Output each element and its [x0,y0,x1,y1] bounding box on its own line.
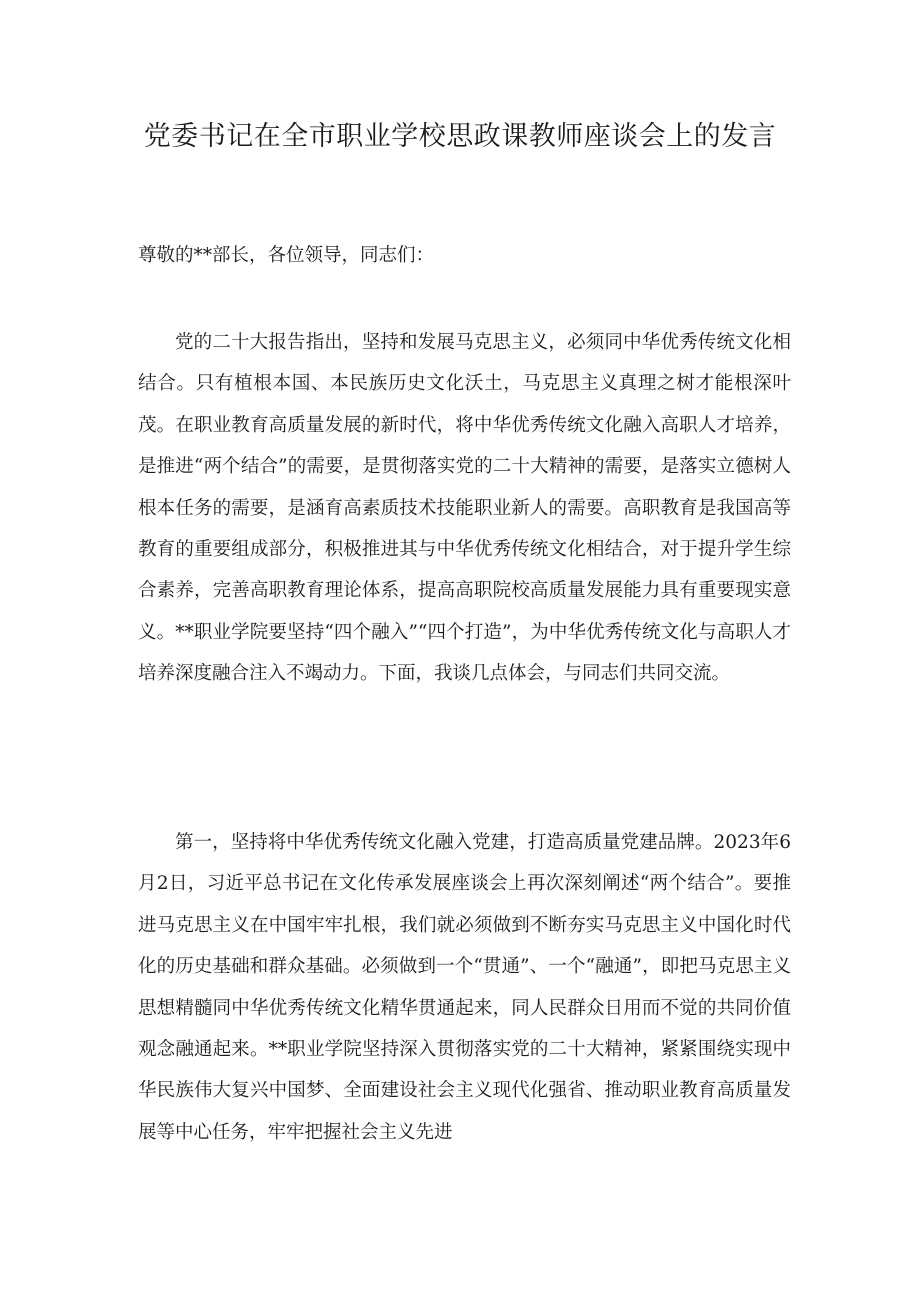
paragraph-2: 第一，坚持将中华优秀传统文化融入党建，打造高质量党建品牌。2023年6月2日，习近平总书记在文化传承发展座谈会上再次深刻阐述“两个结合”。要推进马克思主义在中国牢牢扎根，我们就必须做到不断夯实马克思主义中国化时代化的历史基础和群众基础。必须做到一个“贯通”、一个“融通”，即把马克思主义思想精髓同中华优秀传统文化精华贯通起来，同人民群众日用而不觉的共同价值观念融通起来。**职业学院坚持深入贯彻落实党的二十大精神，紧紧围绕实现中华民族伟大复兴中国梦、全面建设社会主义现代化强省、推动职业教育高质量发展等中心任务，牢牢把握社会主义先进 [138,832,791,1143]
document-title: 党委书记在全市职业学校思政课教师座谈会上的发言 [143,121,777,152]
salutation: 尊敬的**部长，各位领导，同志们： [138,245,435,266]
paragraph-1: 党的二十大报告指出，坚持和发展马克思主义，必须同中华优秀传统文化相结合。只有植根本国、本民族历史文化沃土，马克思主义真理之树才能根深叶茂。在职业教育高质量发展的新时代，将中华优秀传统文化融入高职人才培养，是推进“两个结合”的需要，是贯彻落实党的二十大精神的需要，是落实立德树人根本任务的需要，是涵育高素质技术技能职业新人的需要。高职教育是我国高等教育的重要组成部分，积极推进其与中华优秀传统文化相结合，对于提升学生综合素养，完善高职教育理论体系，提高高职院校高质量发展能力具有重要现实意义。**职业学院要坚持“四个融入”“四个打造”，为中华优秀传统文化与高职人才培养深度融合注入不竭动力。下面，我谈几点体会，与同志们共同交流。 [138,332,791,685]
